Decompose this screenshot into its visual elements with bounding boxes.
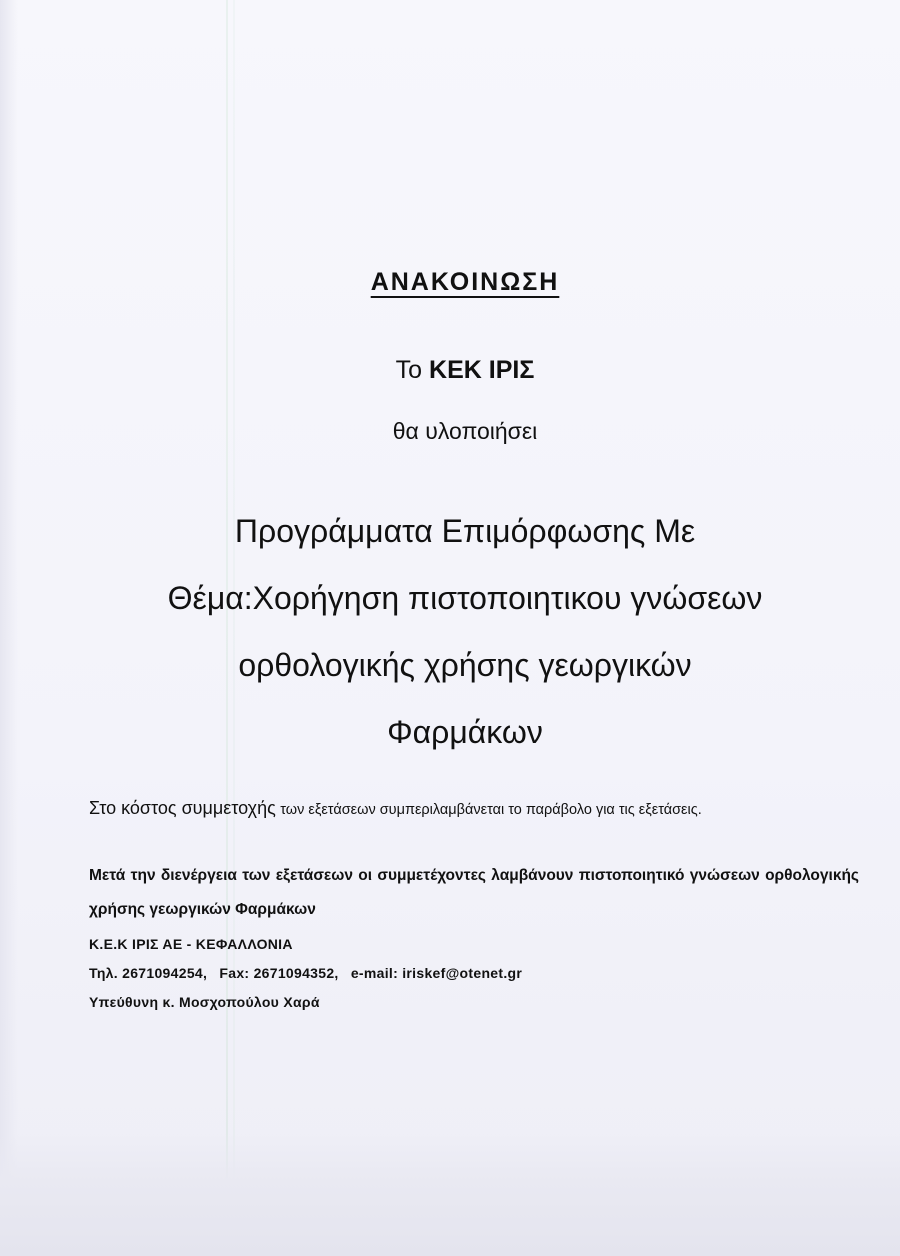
cost-note-part2: των εξετάσεων συμπεριλαμβάνεται το παράβολο για τις εξετάσεις.	[280, 802, 702, 818]
announcement-title: ΑΝΑΚΟΙΝΩΣΗ	[370, 268, 560, 296]
scan-edge-shadow	[0, 0, 18, 1256]
intro-prefix: Το	[395, 356, 423, 384]
program-title-line: Προγράμματα Επιμόρφωσης Με	[234, 513, 696, 549]
contact-numbers	[89, 959, 522, 988]
program-title-line: Φαρμάκων	[387, 714, 543, 750]
phone-number: Τηλ. 2671094254,	[89, 965, 208, 981]
program-title-line: ορθολογικής χρήσης γεωργικών	[238, 647, 692, 683]
scan-bottom-band	[0, 1132, 900, 1256]
company-name: Κ.Ε.Κ ΙΡΙΣ ΑΕ - ΚΕΦΑΛΛΟΝΙΑ	[89, 936, 293, 952]
program-title	[60, 498, 870, 766]
responsible-person: Υπεύθυνη κ. Μοσχοπούλου Χαρά	[89, 994, 320, 1010]
cost-note-part1: Στο κόστος συμμετοχής	[89, 798, 276, 818]
cost-note	[89, 798, 869, 819]
organization-name: ΚΕΚ ΙΡΙΣ	[429, 356, 535, 384]
organization-line	[0, 356, 900, 385]
fax-number: Fax: 2671094352,	[219, 965, 339, 981]
certificate-note: Μετά την διενέργεια των εξετάσεων οι συμμετέχοντες λαμβάνουν πιστοποιητικό γνώσεων ορθολογικής χρήσης γεωργικών Φαρμάκων	[89, 867, 859, 918]
email-address: e-mail: iriskef@otenet.gr	[350, 965, 523, 981]
contact-block	[89, 930, 522, 1017]
will-implement-line: θα υλοποιήσει	[392, 418, 538, 444]
program-title-line: Θέμα:Χορήγηση πιστοποιητικου γνώσεων	[167, 580, 763, 616]
